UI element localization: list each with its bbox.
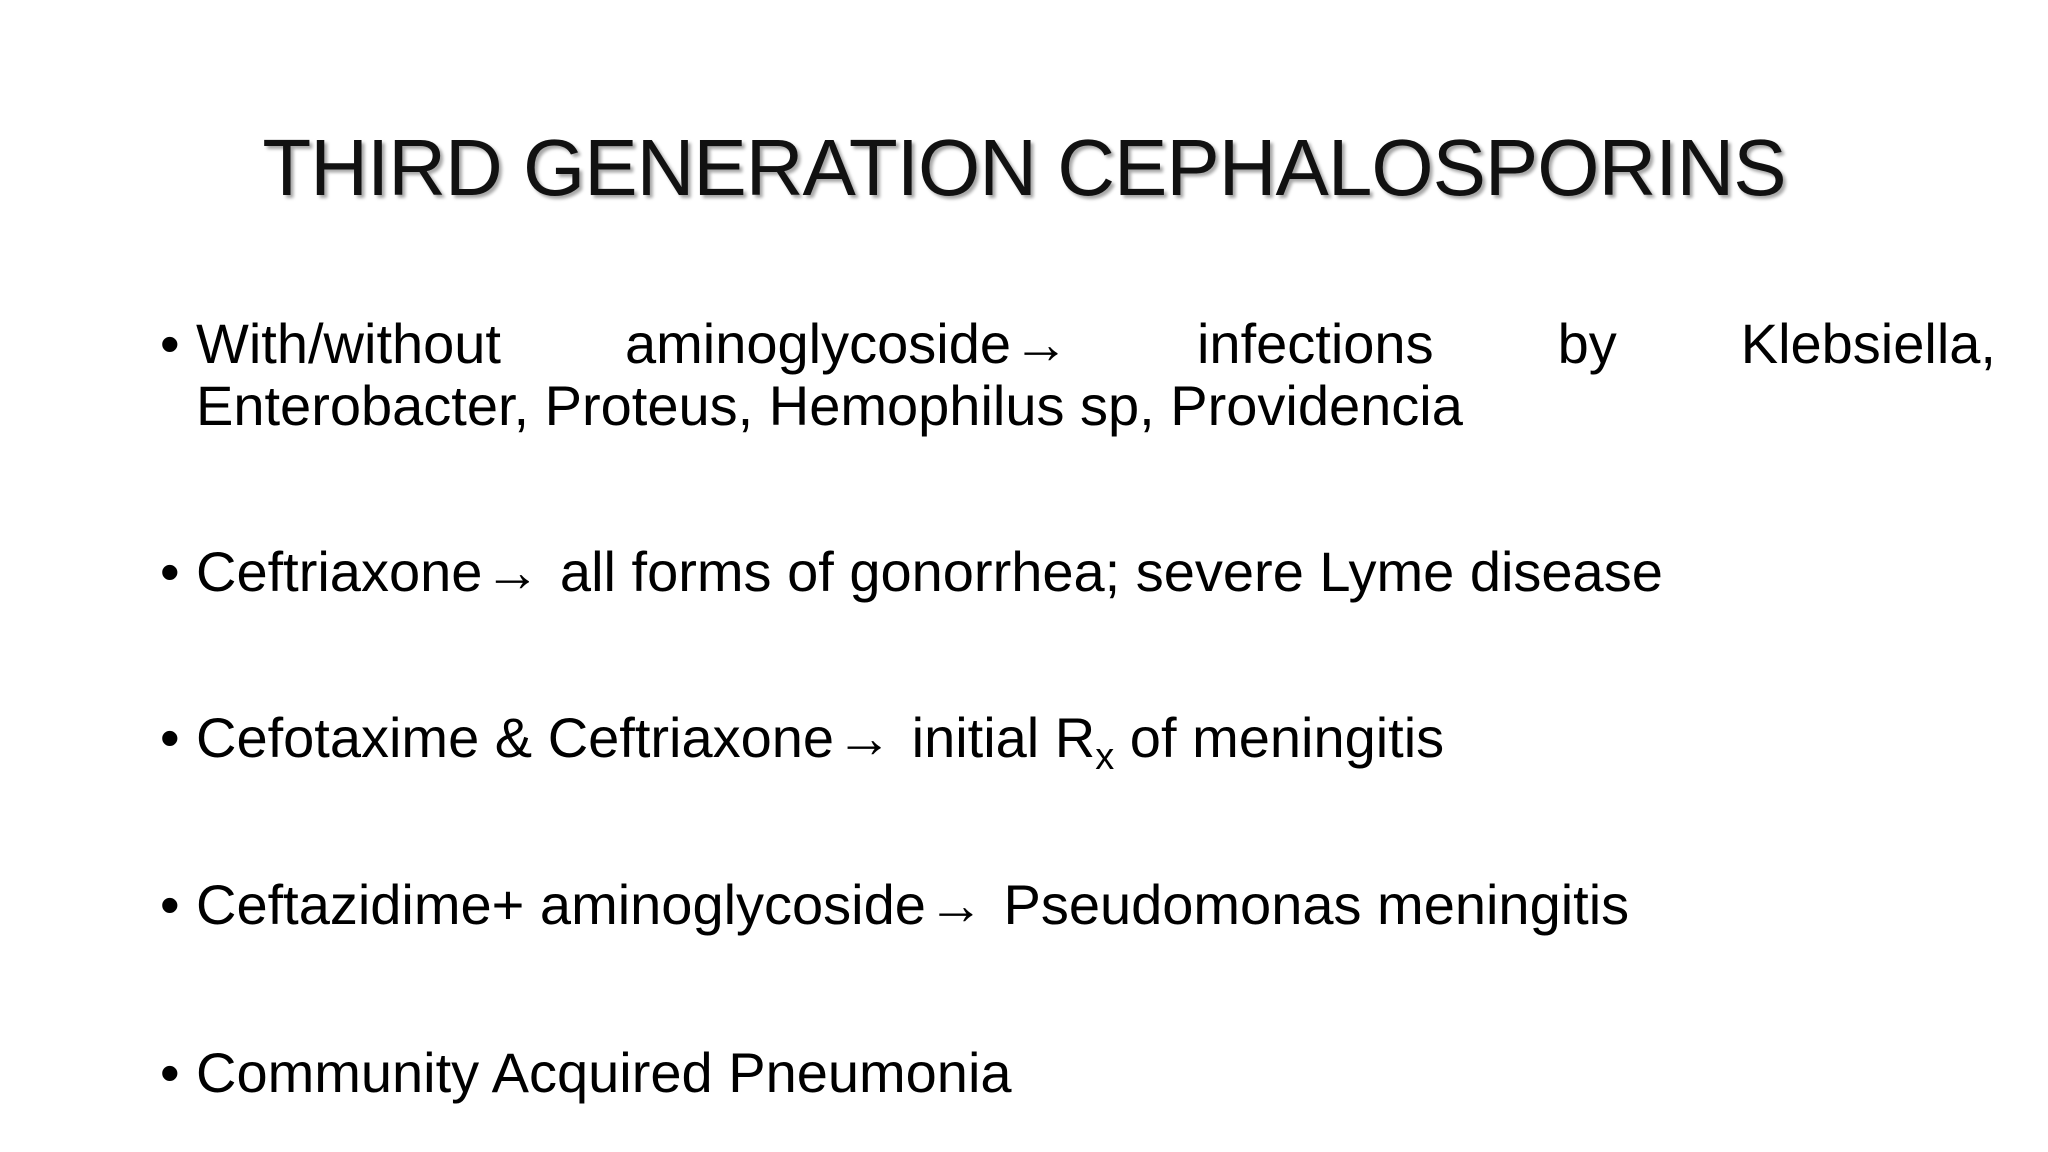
bullet-4-drug: Ceftazidime+ aminoglycoside: [196, 873, 926, 936]
bullet-4-text: [196, 874, 1629, 936]
bullet-1-word: by: [1557, 312, 1617, 375]
right-arrow-icon: →: [484, 540, 541, 603]
bullet-3-text: [196, 706, 1445, 778]
bullet-3-indication-b: of meningitis: [1114, 706, 1445, 769]
bullet-2-text: [196, 541, 1663, 603]
bullet-2-indication: all forms of gonorrhea; severe Lyme disease: [544, 540, 1663, 603]
bullet-1-word-arrow-group: [625, 313, 1073, 375]
bullet-4-indication: Pseudomonas meningitis: [987, 873, 1630, 936]
bullet-1-word: Klebsiella,: [1740, 312, 1996, 375]
right-arrow-icon: →: [836, 706, 893, 769]
bullet-marker: •: [160, 1041, 180, 1104]
right-arrow-icon: →: [1012, 312, 1069, 375]
bullet-2-drug: Ceftriaxone: [196, 540, 483, 603]
right-arrow-icon: →: [927, 873, 984, 936]
rx-subscript: x: [1095, 736, 1115, 778]
bullet-5-text: Community Acquired Pneumonia: [196, 1041, 1012, 1104]
bullet-3-drug: Cefotaxime & Ceftriaxone: [196, 706, 835, 769]
bullet-marker: •: [160, 540, 180, 603]
bullet-1-word: aminoglycoside: [625, 312, 1011, 375]
bullet-marker: •: [160, 312, 180, 375]
bullet-3-indication-a: initial R: [896, 706, 1096, 769]
bullet-1-word: With/without: [196, 312, 501, 375]
bullet-1-word: infections: [1196, 312, 1434, 375]
bullet-1-line-1: [196, 313, 1996, 375]
slide-title: THIRD GENERATION CEPHALOSPORINS: [262, 123, 1786, 212]
bullet-marker: •: [160, 873, 180, 936]
bullet-1-line-2: Enterobacter, Proteus, Hemophilus sp, Providencia: [196, 374, 1463, 437]
bullet-marker: •: [160, 706, 180, 769]
